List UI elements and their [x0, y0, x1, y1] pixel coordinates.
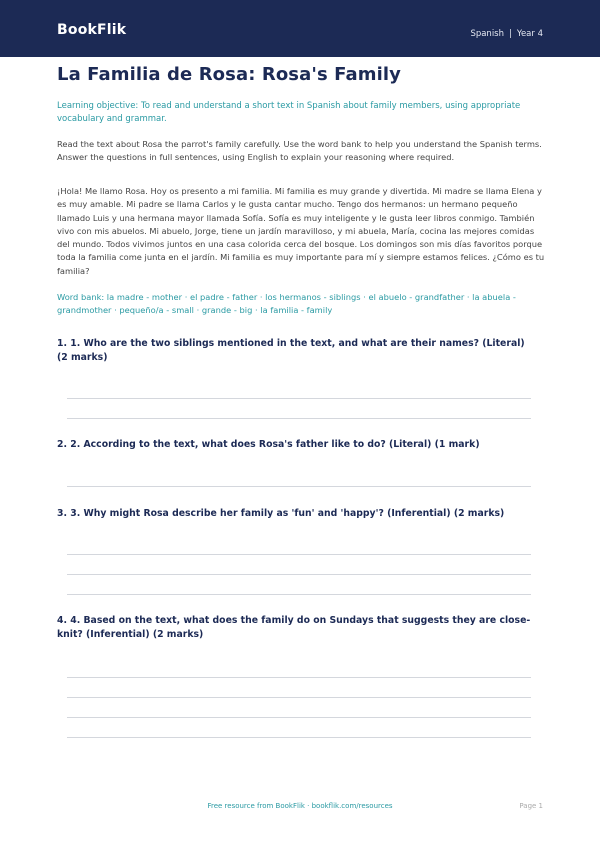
reading-passage: ¡Hola! Me llamo Rosa. Hoy os presento a mi familia. Mi familia es muy grande y divertida. Mi madre se llama Elena y es muy amable. Mi padre se llama Carlos y le gusta cantar mucho. Tengo dos hermanos: un hermano pequeño llamado Luis y una hermana mayor llamada Sofía. Sofía es muy inteligente y le gusta leer libros conmigo. También vivo con mis abuelos. Mi abuelo, Jorge, tiene un jardín maravilloso, y mi abuela, María, cocina las mejores comidas del mundo. Todos vivimos juntos en una casa colorida cerca del bosque. Los domingos son mis días favoritos porque toda la familia come junta en el jardín. Mi familia es muy importante para mí y siempre estamos felices. ¿Cómo es tu familia?: [57, 186, 545, 276]
answer-line[interactable]: [67, 697, 531, 698]
question-2: 2. 2. According to the text, what does Rosa's father like to do? (Literal) (1 mark): [57, 439, 480, 450]
question-1: 1. 1. Who are the two siblings mentioned in the text, and what are their names? (Literal) (2 marks): [57, 338, 525, 363]
footer-text[interactable]: Free resource from BookFlik · bookflik.com/resources: [207, 802, 393, 810]
answer-line[interactable]: [67, 737, 531, 738]
answer-line[interactable]: [67, 486, 531, 487]
answer-line[interactable]: [67, 554, 531, 555]
instructions-text: Read the text about Rosa the parrot's family carefully. Use the word bank to help you understand the Spanish terms. Answer the questions in full sentences, using English to explain your reasoning where required.: [57, 139, 542, 163]
answer-line[interactable]: [67, 574, 531, 575]
answer-line[interactable]: [67, 398, 531, 399]
worksheet-title: La Familia de Rosa: Rosa's Family: [57, 64, 401, 85]
question-3: 3. 3. Why might Rosa describe her family as 'fun' and 'happy'? (Inferential) (2 marks): [57, 508, 505, 519]
year-label: Year 4: [516, 29, 543, 39]
page-header: [0, 0, 600, 57]
question-4: 4. 4. Based on the text, what does the family do on Sundays that suggests they are close-knit? (Inferential) (2 marks): [57, 615, 531, 640]
answer-line[interactable]: [67, 717, 531, 718]
brand-logo[interactable]: BookFlik: [57, 22, 127, 38]
answer-line[interactable]: [67, 418, 531, 419]
answer-line[interactable]: [67, 677, 531, 678]
page-number: Page 1: [519, 802, 543, 810]
learning-objective: Learning objective: To read and understand a short text in Spanish about family members, using appropriate vocabulary and grammar.: [57, 101, 521, 124]
subject-label: Spanish: [470, 29, 505, 39]
course-label: [470, 29, 543, 39]
course-separator: |: [509, 29, 512, 39]
answer-line[interactable]: [67, 594, 531, 595]
word-bank: Word bank: la madre - mother · el padre - father · los hermanos - siblings · el abuelo - grandfather · la abuela - grandmother · pequeño/a - small · grande - big · la familia - family: [57, 292, 516, 316]
